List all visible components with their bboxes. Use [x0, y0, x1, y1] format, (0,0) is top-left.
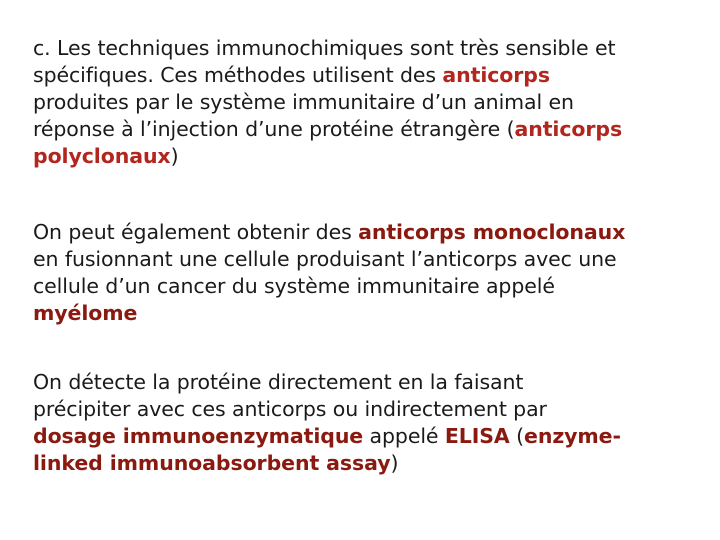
text-line	[33, 273, 693, 300]
text-line	[33, 423, 693, 450]
paragraph-monoclonaux	[33, 219, 693, 327]
keyword-anticorps-polyclonaux: anticorps	[514, 117, 623, 141]
text-line	[33, 89, 693, 116]
text-segment: appelé	[363, 424, 445, 448]
text-segment: en fusionnant une cellule produisant l’anticorps avec une	[33, 247, 617, 271]
text-segment: On peut également obtenir des	[33, 220, 359, 244]
text-line	[33, 246, 693, 273]
keyword-anticorps-monoclonaux: anticorps monoclonaux	[358, 220, 626, 244]
text-line	[33, 396, 693, 423]
paragraph-elisa	[33, 369, 693, 477]
text-segment: cellule d’un cancer du système immunitaire appelé	[33, 274, 555, 298]
text-segment: (	[509, 424, 525, 448]
text-line	[33, 300, 693, 327]
text-line	[33, 116, 693, 143]
text-line	[33, 369, 693, 396]
paragraph-techniques	[33, 35, 693, 170]
text-segment: précipiter avec ces anticorps ou indirectement par	[33, 397, 547, 421]
keyword-linked-immunoabsorbent-assay: linked immunoabsorbent assay	[33, 451, 391, 475]
text-segment: spécifiques. Ces méthodes utilisent des	[33, 63, 443, 87]
text-line	[33, 219, 693, 246]
keyword-anticorps: anticorps	[442, 63, 550, 87]
text-line	[33, 143, 693, 170]
text-segment: c. Les techniques immunochimiques sont très sensible et	[33, 36, 616, 60]
text-line	[33, 62, 693, 89]
keyword-myelome: myélome	[33, 301, 138, 325]
text-segment: )	[390, 451, 399, 475]
keyword-dosage-immunoenzymatique: dosage immunoenzymatique	[33, 424, 364, 448]
text-segment: On détecte la protéine directement en la faisant	[33, 370, 524, 394]
text-line	[33, 35, 693, 62]
keyword-elisa: ELISA	[444, 424, 510, 448]
keyword-polyclonaux: polyclonaux	[33, 144, 171, 168]
text-segment: réponse à l’injection d’une protéine étrangère (	[33, 117, 515, 141]
text-segment: produites par le système immunitaire d’un animal en	[33, 90, 574, 114]
keyword-enzyme: enzyme-	[524, 424, 621, 448]
text-segment: )	[170, 144, 179, 168]
text-line	[33, 450, 693, 477]
